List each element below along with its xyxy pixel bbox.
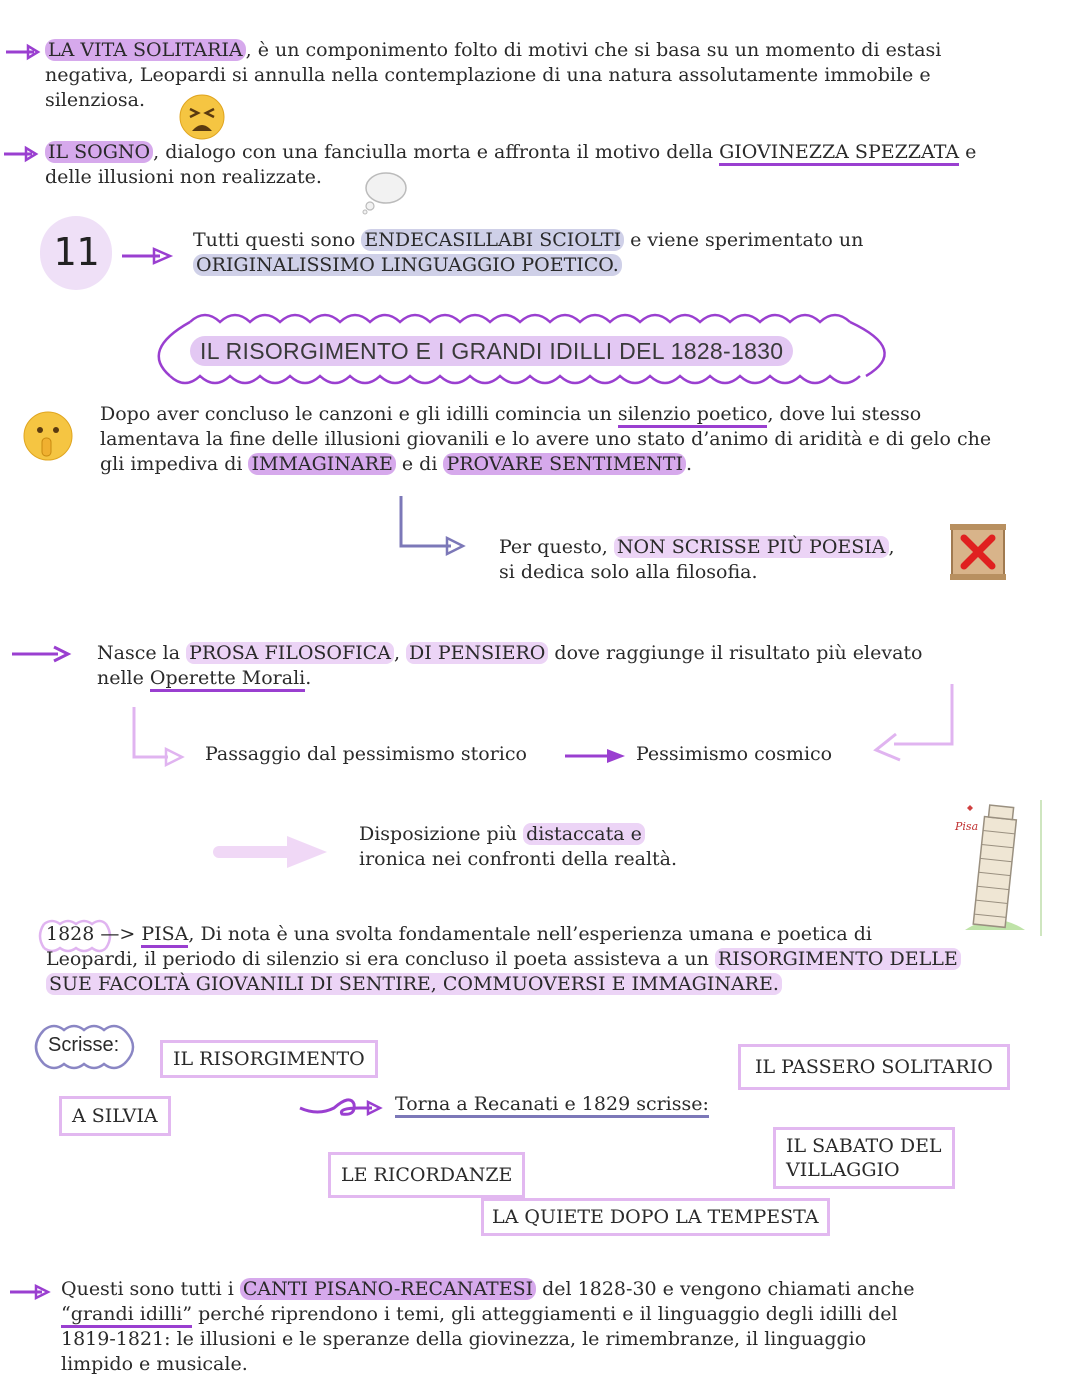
thought-bubble-icon xyxy=(360,168,410,214)
scroll-cross-icon xyxy=(948,522,1008,582)
work-il-sabato-del-villaggio: IL SABATO DEL VILLAGGIO xyxy=(773,1127,955,1189)
tired-face-emoji-icon xyxy=(178,93,226,141)
elbow-arrow-icon xyxy=(395,494,475,564)
di-pensiero-highlight: DI PENSIERO xyxy=(406,642,548,664)
section-title: IL RISORGIMENTO E I GRANDI IDILLI DEL 1828-1830 xyxy=(190,338,793,365)
elbow-arrow-left xyxy=(128,705,198,775)
tower-label: Pisa xyxy=(955,820,979,833)
operette-morali: Operette Morali xyxy=(150,667,305,692)
torna-recanati-text: Torna a Recanati e 1829 scrisse: xyxy=(395,1092,709,1117)
arrow-icon xyxy=(10,642,74,666)
il-sogno-title: IL SOGNO xyxy=(45,141,153,163)
elbow-arrow-right xyxy=(870,682,960,772)
vita-solitaria-title: LA VITA SOLITARIA xyxy=(45,39,246,61)
silenzio-paragraph: Dopo aver concluso le canzoni e gli idilli comincia un silenzio poetico, dove lui stesso lamentava la fine delle illusioni giovanili e lo avere uno stato d’animo di aridità e di gelo che gli impediva di IMMAGINARE e di PROVARE SENTIMENTI . xyxy=(100,403,992,475)
canti-highlight: CANTI PISANO-RECANATESI xyxy=(240,1278,536,1300)
leaning-tower-icon xyxy=(945,800,1045,940)
scrisse-label: Scrisse: xyxy=(48,1034,120,1056)
il-sogno-paragraph: IL SOGNO , dialogo con una fanciulla morta e affronta il motivo della GIOVINEZZA SPEZZATA e delle illusioni non realizzate. xyxy=(45,141,977,188)
provare-sentimenti-highlight: PROVARE SENTIMENTI xyxy=(443,453,686,475)
passaggio-right: Pessimismo cosmico xyxy=(636,743,833,765)
vita-solitaria-paragraph: LA VITA SOLITARIA , è un componimento folto di motivi che si basa su un momento di estasi negativa, Leopardi si annulla nella contemplazione di una natura assolutamente immobile e silenziosa. xyxy=(45,39,942,111)
arrow-icon xyxy=(120,244,180,268)
endecasillabi-highlight: ENDECASILLABI SCIOLTI xyxy=(361,229,624,251)
passaggio-left: Passaggio dal pessimismo storico xyxy=(205,743,527,765)
prosa-filosofica-highlight: PROSA FILOSOFICA xyxy=(186,642,394,664)
prosa-paragraph: Nasce la PROSA FILOSOFICA , DI PENSIERO dove raggiunge il risultato più elevato nelle Operette Morali. xyxy=(97,641,997,691)
work-a-silvia: A SILVIA xyxy=(59,1096,171,1136)
endecasillabi-paragraph: Tutti questi sono ENDECASILLABI SCIOLTI e viene sperimentato un ORIGINALISSIMO LINGUAGGIO POETICO. xyxy=(193,229,864,276)
silenzio-poetico: silenzio poetico xyxy=(618,403,768,428)
distaccata-highlight: distaccata e xyxy=(523,823,645,845)
linguaggio-highlight: ORIGINALISSIMO LINGUAGGIO POETICO. xyxy=(193,254,622,276)
arrow-icon xyxy=(2,144,42,164)
arrow-icon xyxy=(4,42,44,62)
arrow-icon xyxy=(8,1282,58,1302)
shushing-face-emoji-icon xyxy=(22,410,74,462)
work-le-ricordanze: LE RICORDANZE xyxy=(328,1152,525,1198)
work-la-quiete-dopo-la-tempesta: LA QUIETE DOPO LA TEMPESTA xyxy=(481,1198,830,1236)
year-1828: 1828 xyxy=(46,923,95,945)
number-eleven: 11 xyxy=(53,230,99,274)
loop-arrow-icon xyxy=(298,1094,388,1126)
facolta-giovanili-highlight: SUE FACOLTÀ GIOVANILI DI SENTIRE, COMMUOVERSI E IMMAGINARE. xyxy=(46,973,782,995)
pisa-paragraph: 1828 —> PISA, Di nota è una svolta fondamentale nell’esperienza umana e poetica di Leopardi, il periodo di silenzio si era concluso il poeta assisteva a un RISORGIMENTO DELLE SUE FACOLTÀ GIOVANILI DI SENTIRE, COMMUOVERSI E IMMAGINARE. xyxy=(46,922,1046,997)
grandi-idilli: “grandi idilli” xyxy=(61,1303,192,1328)
non-scrisse-highlight: NON SCRISSE PIÙ POESIA xyxy=(614,536,889,558)
thick-arrow-icon xyxy=(215,832,335,872)
non-scrisse-paragraph: Per questo, NON SCRISSE PIÙ POESIA , si dedica solo alla filosofia. xyxy=(499,536,895,583)
canti-paragraph: Questi sono tutti i CANTI PISANO-RECANATESI del 1828-30 e vengono chiamati anche “grandi idilli” perché riprendono i temi, gli atteggiamenti e il linguaggio degli idilli del 1819-1821: le illusioni e le speranze della giovinezza, le rimembranze, il linguaggio limpido e musicale. xyxy=(61,1278,915,1375)
giovinezza-spezzata: GIOVINEZZA SPEZZATA xyxy=(719,141,959,166)
work-il-passero-solitario: IL PASSERO SOLITARIO xyxy=(738,1044,1010,1090)
disposizione-paragraph: Disposizione più distaccata e ironica nei confronti della realtà. xyxy=(359,823,678,870)
arrow-icon xyxy=(563,746,633,766)
pisa-city: PISA xyxy=(141,923,188,948)
work-il-risorgimento: IL RISORGIMENTO xyxy=(160,1040,378,1078)
immaginare-highlight: IMMAGINARE xyxy=(248,453,395,475)
risorgimento-facolta-highlight: RISORGIMENTO DELLE xyxy=(715,948,961,970)
